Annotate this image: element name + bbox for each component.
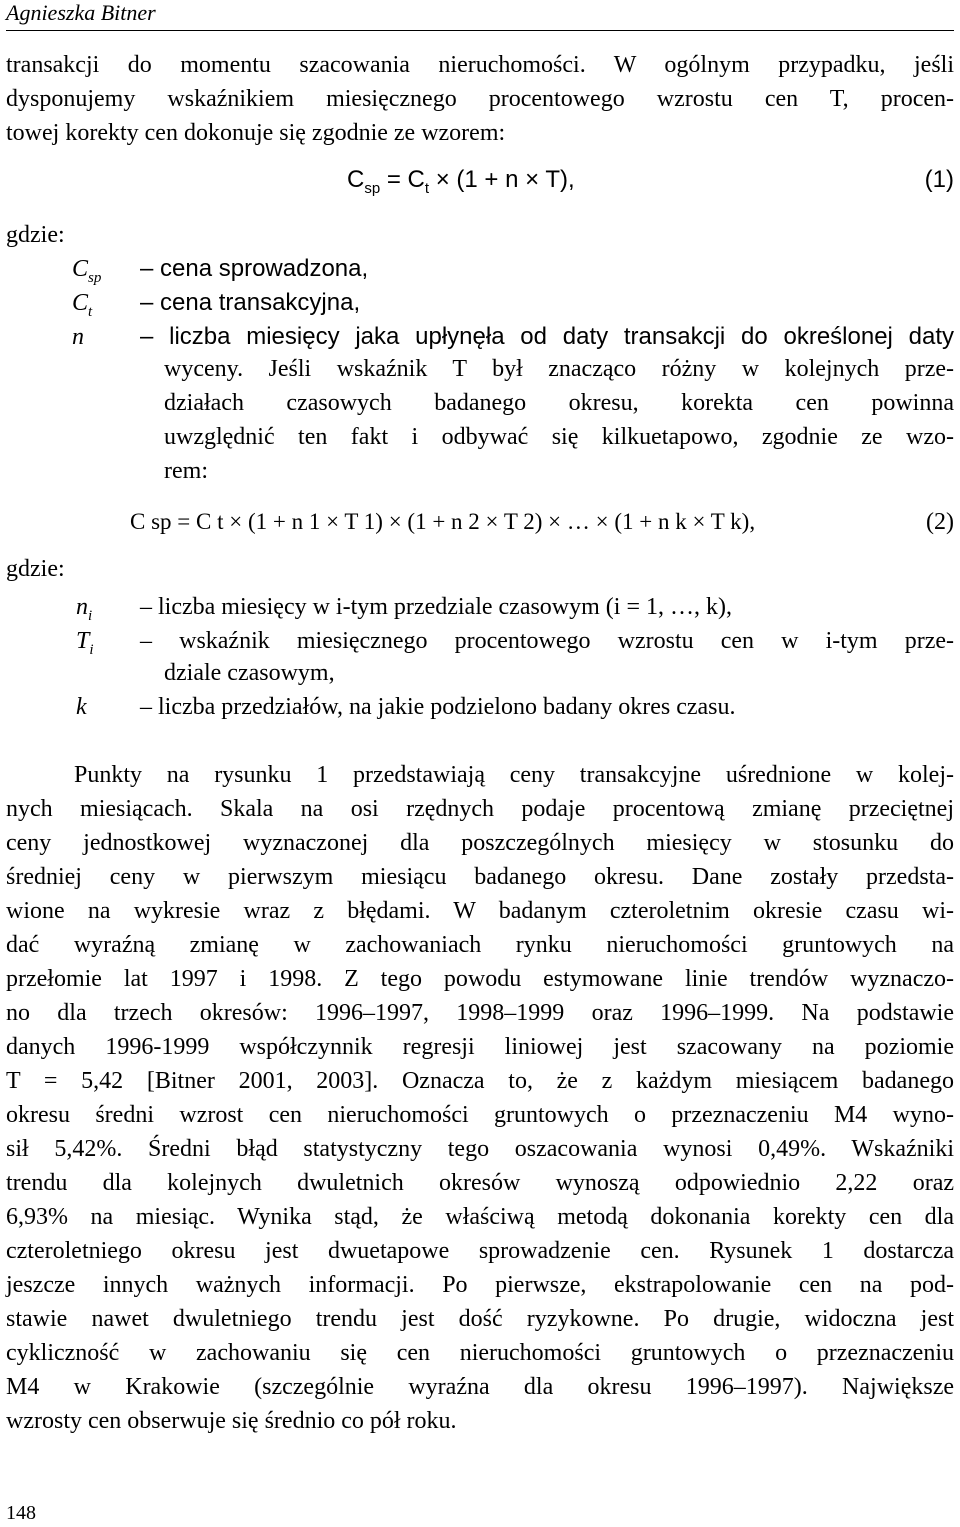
formula-1-eq: = C xyxy=(380,166,425,193)
intro-line-3: towej korekty cen dokonuje się zgodnie ze wzorem: xyxy=(6,120,506,146)
formula-1 xyxy=(347,166,575,197)
paragraph-line-5: wione na wykresie wraz z błędami. W badanym czteroletnim okresie czasu wi- xyxy=(6,898,954,924)
paragraph-line-8: no dla trzech okresów: 1996–1997, 1998–1999 oraz 1996–1999. Na podstawie xyxy=(6,1000,954,1026)
paragraph-line-19: M4 w Krakowie (szczególnie wyraźna dla okresu 1996–1997). Największe xyxy=(6,1374,954,1400)
paragraph-line-1: Punkty na rysunku 1 przedstawiają ceny transakcyjne uśrednione w kolej- xyxy=(74,762,954,788)
paragraph-line-9: danych 1996-1999 współczynnik regresji liniowej jest szacowany na poziomie xyxy=(6,1034,954,1060)
where-1-desc-csp: – cena sprowadzona, xyxy=(140,255,369,282)
formula-1-rest: × (1 + n × T), xyxy=(429,166,575,193)
paragraph-line-20: wzrosty cen obserwuje się średnio co pół roku. xyxy=(6,1408,457,1434)
formula-2-number: (2) xyxy=(926,509,954,535)
running-header: Agnieszka Bitner xyxy=(6,0,156,25)
where-2-desc-ti: – wskaźnik miesięcznego procentowego wzrostu cen w i-tym prze- xyxy=(140,628,954,654)
paragraph-line-6: dać wyraźną zmianę w zachowaniach rynku nieruchomości gruntowych na xyxy=(6,932,954,958)
formula-1-lhs-sub: sp xyxy=(364,180,381,197)
paragraph-line-12: sił 5,42%. Średni błąd statystyczny tego oszacowania wynosi 0,49%. Wskaźniki xyxy=(6,1136,954,1162)
where-2-desc-ni: – liczba miesięcy w i-tym przedziale czasowym (i = 1, …, k), xyxy=(140,594,732,620)
paragraph-line-2: nych miesiącach. Skala na osi rzędnych podaje procentową zmianę przeciętnej xyxy=(6,796,954,822)
paragraph-line-13: trendu dla kolejnych dwuletnich okresów wynoszą odpowiednio 2,22 oraz xyxy=(6,1170,954,1196)
where-1-symbol-n: n xyxy=(72,324,84,350)
where-2-symbol-ni: $n_i$ xyxy=(76,594,93,624)
where-1-cont-2: działach czasowych badanego okresu, korekta cen powinna xyxy=(164,390,954,416)
intro-line-1: transakcji do momentu szacowania nieruchomości. W ogólnym przypadku, jeśli xyxy=(6,52,954,78)
where-1-label: gdzie: xyxy=(6,222,65,248)
paragraph-line-3: ceny jednostkowej wyznaczonej dla poszczególnych miesięcy w stosunku do xyxy=(6,830,954,856)
paragraph-line-17: stawie nawet dwuletniego trendu jest dość ryzykowne. Po drugie, widoczna jest xyxy=(6,1306,954,1332)
paragraph-line-14: 6,93% na miesiąc. Wynika stąd, że właściwą metodą dokonania korekty cen dla xyxy=(6,1204,954,1230)
paragraph-line-18: cykliczność w zachowaniu się cen nieruchomości gruntowych o przeznaczeniu xyxy=(6,1340,954,1366)
where-1-symbol-ct: $C_t$ xyxy=(72,290,93,320)
where-2-label: gdzie: xyxy=(6,556,65,582)
intro-line-2: dysponujemy wskaźnikiem miesięcznego procentowego wzrostu cen T, procen- xyxy=(6,86,954,112)
where-1-cont-4: rem: xyxy=(164,458,208,484)
page-number: 148 xyxy=(6,1502,36,1524)
paragraph-line-11: okresu średni wzrost cen nieruchomości gruntowych o przeznaczeniu M4 wyno- xyxy=(6,1102,954,1128)
paragraph-line-16: jeszcze innych ważnych informacji. Po pierwsze, ekstrapolowanie cen na pod- xyxy=(6,1272,954,1298)
where-1-cont-3: uwzględnić ten fakt i odbywać się kilkuetapowo, zgodnie ze wzo- xyxy=(164,424,954,450)
header-rule xyxy=(6,30,954,31)
paragraph-line-15: czteroletniego okresu jest dwuetapowe sprowadzenie cen. Rysunek 1 dostarcza xyxy=(6,1238,954,1264)
where-1-cont-1: wyceny. Jeśli wskaźnik T był znacząco różny w kolejnych prze- xyxy=(164,356,954,382)
formula-1-ct-sub: t xyxy=(424,180,430,197)
where-1-desc-n: – liczba miesięcy jaka upłynęła od daty transakcji do określonej daty xyxy=(140,323,954,350)
formula-1-lhs: C xyxy=(347,166,365,193)
where-2-symbol-ti: $T_i$ xyxy=(76,628,94,658)
where-2-desc-k: – liczba przedziałów, na jakie podzielono badany okres czasu. xyxy=(140,694,736,720)
formula-1-number: (1) xyxy=(924,166,954,193)
where-2-desc-ti-cont: dziale czasowym, xyxy=(164,660,335,686)
where-2-symbol-k: k xyxy=(76,694,87,720)
paragraph-line-7: przełomie lat 1997 i 1998. Z tego powodu estymowane linie trendów wyznaczo- xyxy=(6,966,954,992)
where-1-symbol-csp: $C_{sp}$ xyxy=(72,256,102,286)
where-1-desc-ct: – cena transakcyjna, xyxy=(140,289,361,316)
formula-2: C sp = C t × (1 + n 1 × T 1) × (1 + n 2 × T 2) × … × (1 + n k × T k), xyxy=(130,509,756,534)
paragraph-line-10: T = 5,42 [Bitner 2001, 2003]. Oznacza to, że z każdym miesiącem badanego xyxy=(6,1068,954,1094)
paragraph-line-4: średniej ceny w pierwszym miesiącu badanego okresu. Dane zostały przedsta- xyxy=(6,864,954,890)
